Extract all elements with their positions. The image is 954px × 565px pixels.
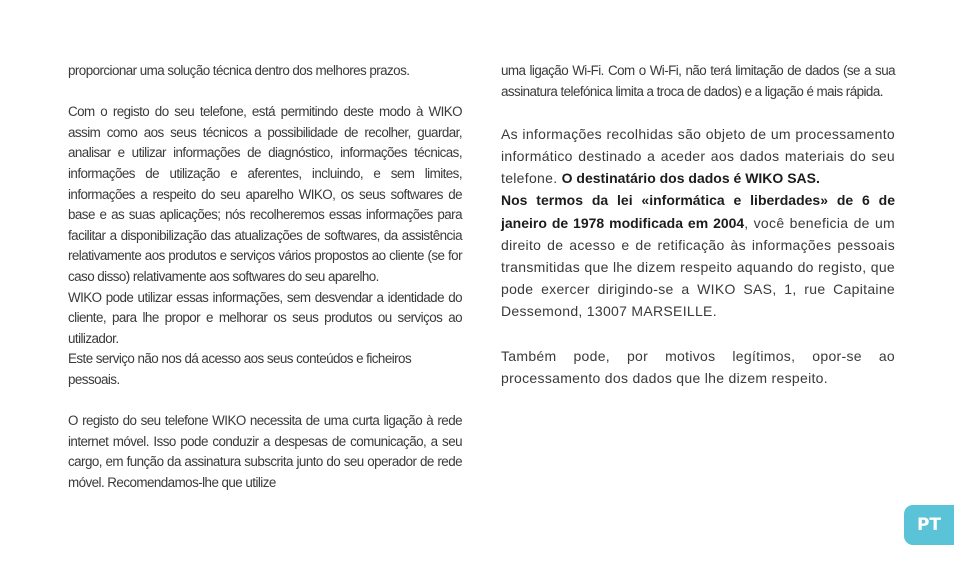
paragraph: O registo do seu telefone WIKO necessita de uma curta ligação à rede internet móvel. Isso pode conduzir a despesas de comunicação, a seu cargo, em função da assinatura subscrita junto do seu operador de rede móvel. Recomendamos-lhe que utilize bbox=[68, 413, 462, 490]
paragraph: Este serviço não nos dá acesso aos seus conteúdos e ficheiros pessoais. bbox=[68, 351, 412, 387]
paragraph bbox=[501, 123, 895, 190]
left-column bbox=[68, 61, 462, 493]
paragraph-text: , você beneficia de um direito de acesso e de retificação às informações pessoais transmitidas que lhe dizem respeito aquando do registo, que pode exercer dirigindo-se a WIKO SAS, 1, rue Capitaine Dessemond, 13007 MARSEILLE. bbox=[501, 214, 895, 320]
highlight-text: O destinatário dos dados é WIKO SAS. bbox=[561, 170, 820, 187]
paragraph: Também pode, por motivos legítimos, opor-se ao processamento dos dados que lhe dizem respeito. bbox=[501, 347, 895, 386]
language-tab: PT bbox=[904, 505, 954, 545]
paragraph: proporcionar uma solução técnica dentro dos melhores prazos. bbox=[68, 63, 410, 78]
paragraph: uma ligação Wi-Fi. Com o Wi-Fi, não terá limitação de dados (se a sua assinatura telefónica limita a troca de dados) e a ligação é mais rápida. bbox=[501, 63, 895, 99]
paragraph: WIKO pode utilizar essas informações, sem desvendar a identidade do cliente, para lhe propor e melhorar os seus produtos ou serviços ao utilizador. bbox=[68, 289, 462, 346]
paragraph: Com o registo do seu telefone, está permitindo deste modo à WIKO assim como aos seus técnicos a possibilidade de recolher, guardar, analisar e utilizar informações de diagnóstico, informações técnicas, informações de utilização e aferentes, incluindo, e sem limites, informações a respeito do seu aparelho WIKO, os seus softwares de base e as suas aplicações; nós recolheremos essas informações para facilitar a disponibilização das atualizações de softwares, da assistência relativamente aos produtos e serviços vários propostos ao cliente (se for caso disso) relativamente aos softwares do seu aparelho. bbox=[68, 104, 462, 284]
paragraph-text: As informações recolhidas são objeto de um processamento informático destinado a aceder aos dados materiais do seu telefone. bbox=[501, 125, 895, 187]
highlight-text: Nos termos da lei «informática e liberdades» de 6 de janeiro de 1978 modificada em 2004 bbox=[501, 192, 895, 231]
paragraph bbox=[501, 189, 895, 322]
right-column bbox=[501, 61, 895, 389]
